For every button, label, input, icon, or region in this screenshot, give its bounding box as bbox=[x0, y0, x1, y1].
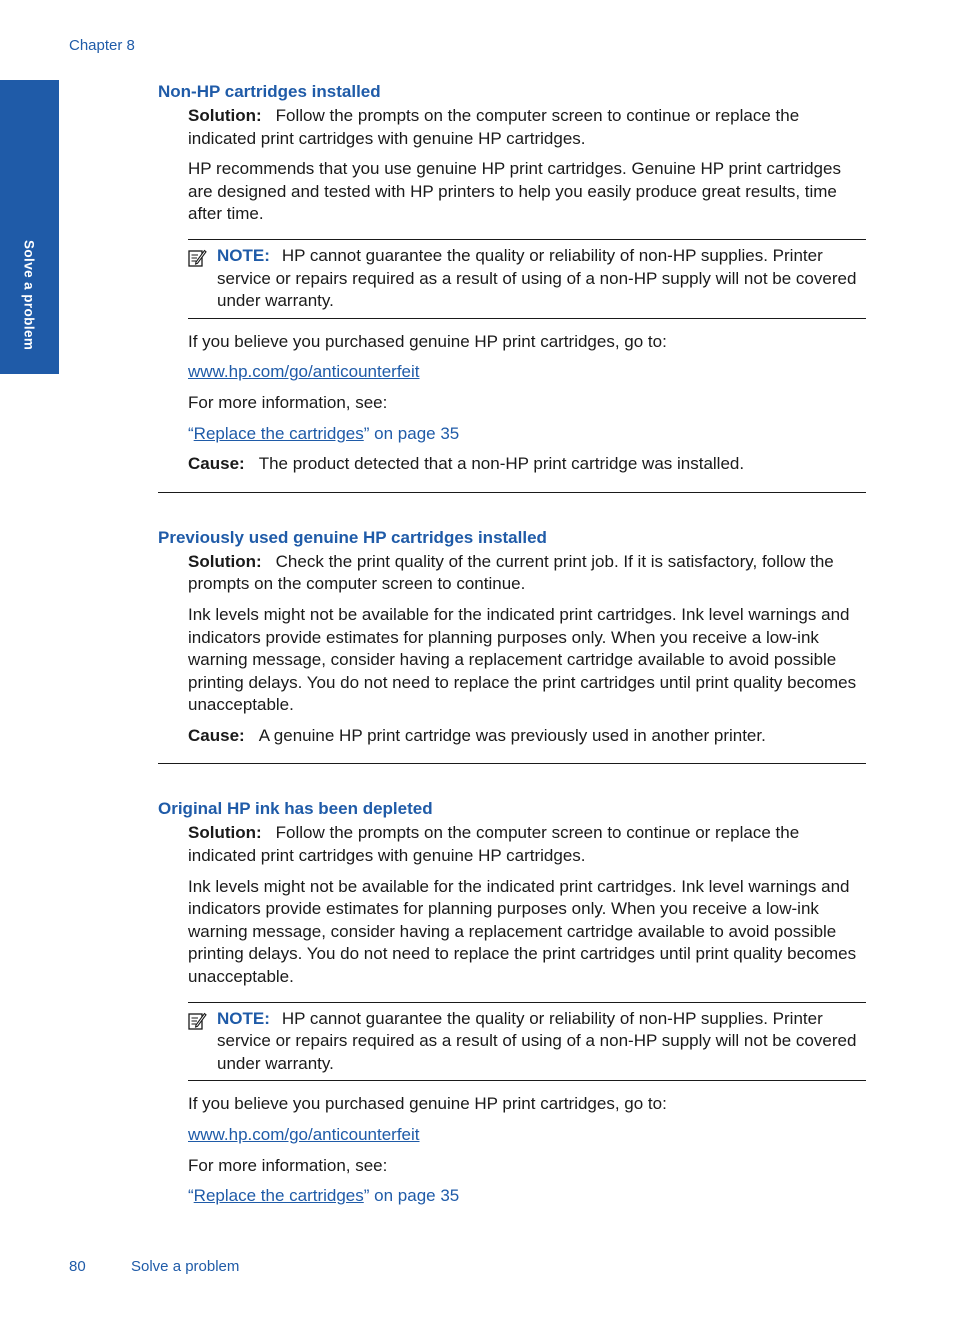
note-icon bbox=[188, 248, 207, 267]
note-icon bbox=[188, 1011, 207, 1030]
section-body bbox=[188, 105, 866, 476]
section-title: Original HP ink has been depleted bbox=[158, 799, 433, 819]
section-body bbox=[188, 551, 866, 748]
section-divider bbox=[158, 763, 866, 764]
solution-paragraph bbox=[188, 105, 866, 150]
solution-paragraph bbox=[188, 822, 866, 867]
solution-text: Check the print quality of the current print job. If it is satisfactory, follow the prompts on the computer screen to continue. bbox=[188, 551, 834, 594]
note-label: NOTE: bbox=[217, 245, 270, 265]
cause-label: Cause: bbox=[188, 454, 245, 474]
cause-paragraph bbox=[188, 453, 866, 476]
solution-paragraph bbox=[188, 551, 866, 596]
xref-paragraph bbox=[188, 1185, 866, 1208]
solution-label: Solution: bbox=[188, 106, 262, 125]
note-text: HP cannot guarantee the quality or reliability of non-HP supplies. Printer service or repairs required as a result of using of a non-HP supply will not be covered under warranty. bbox=[217, 245, 857, 311]
section-title: Non-HP cartridges installed bbox=[158, 82, 381, 101]
replace-cartridges-link[interactable]: Replace the cartridges bbox=[193, 423, 364, 443]
solution-text: Follow the prompts on the computer screen to continue or replace the indicated print cartridges with genuine HP cartridges. bbox=[188, 106, 800, 148]
body-paragraph: Ink levels might not be available for the indicated print cartridges. Ink level warnings and indicators provide estimates for planning purposes only. When you receive a low-ink warning message, consider having a replacement cartridge available to avoid possible printing delays. You do not need to replace the print cartridges until print quality becomes unacceptable. bbox=[188, 876, 857, 987]
note-label: NOTE: bbox=[217, 1008, 270, 1028]
page-number: 80 bbox=[69, 1258, 86, 1275]
genuine-text: If you believe you purchased genuine HP print cartridges, go to: bbox=[188, 331, 667, 351]
body-paragraph: HP recommends that you use genuine HP print cartridges. Genuine HP print cartridges are designed and tested with HP printers to help you easily produce great results, time after time. bbox=[188, 159, 841, 224]
anticounterfeit-link[interactable]: www.hp.com/go/anticounterfeit bbox=[188, 1125, 420, 1144]
footer-title: Solve a problem bbox=[131, 1258, 240, 1275]
chapter-label: Chapter 8 bbox=[69, 37, 135, 54]
xref-open-quote: “ bbox=[188, 1186, 194, 1206]
cause-text: The product detected that a non-HP print cartridge was installed. bbox=[258, 454, 745, 474]
section-non-hp-cartridges bbox=[158, 79, 866, 493]
xref-page-ref: ” on page 35 bbox=[363, 423, 460, 443]
side-tab-label: Solve a problem bbox=[21, 240, 37, 351]
more-info-text: For more information, see: bbox=[188, 1155, 388, 1175]
url-paragraph bbox=[188, 361, 866, 384]
cause-text: A genuine HP print cartridge was previously used in another printer. bbox=[258, 725, 766, 745]
xref-page-ref: ” on page 35 bbox=[363, 1186, 460, 1206]
section-previously-used-cartridges bbox=[158, 525, 866, 765]
section-title: Previously used genuine HP cartridges installed bbox=[158, 527, 547, 547]
xref-open-quote: “ bbox=[188, 423, 194, 443]
note-box bbox=[188, 239, 866, 319]
page-content bbox=[158, 79, 866, 1216]
solution-text: Follow the prompts on the computer screen to continue or replace the indicated print cartridges with genuine HP cartridges. bbox=[188, 823, 800, 866]
genuine-text: If you believe you purchased genuine HP print cartridges, go to: bbox=[188, 1094, 667, 1114]
section-divider bbox=[158, 492, 866, 493]
anticounterfeit-link[interactable]: www.hp.com/go/anticounterfeit bbox=[188, 362, 420, 382]
solution-label: Solution: bbox=[188, 551, 262, 571]
replace-cartridges-link[interactable]: Replace the cartridges bbox=[193, 1186, 364, 1206]
more-info-text: For more information, see: bbox=[188, 392, 388, 412]
section-original-ink-depleted bbox=[158, 796, 866, 1207]
solution-label: Solution: bbox=[188, 823, 262, 843]
xref-paragraph bbox=[188, 423, 866, 446]
url-paragraph bbox=[188, 1124, 866, 1147]
section-body bbox=[188, 822, 866, 1207]
note-text: HP cannot guarantee the quality or reliability of non-HP supplies. Printer service or repairs required as a result of using of a non-HP supply will not be covered under warranty. bbox=[217, 1008, 857, 1073]
body-paragraph: Ink levels might not be available for the indicated print cartridges. Ink level warnings and indicators provide estimates for planning purposes only. When you receive a low-ink warning message, consider having a replacement cartridge available to avoid possible printing delays. You do not need to replace the print cartridges until print quality becomes unacceptable. bbox=[188, 604, 857, 715]
cause-label: Cause: bbox=[188, 725, 245, 745]
note-box bbox=[188, 1002, 866, 1082]
cause-paragraph bbox=[188, 725, 866, 748]
